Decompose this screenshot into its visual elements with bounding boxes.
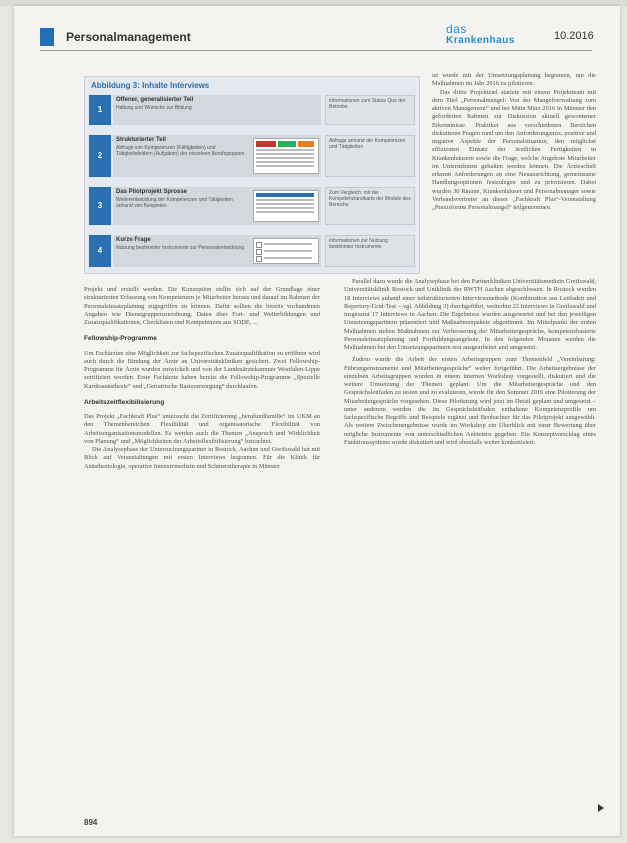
row-title: Das Pilotprojekt Sprosse xyxy=(116,189,188,195)
figure-caption: Abbildung 3: Inhalte Interviews xyxy=(91,81,210,90)
figure-row xyxy=(89,235,415,267)
paragraph: Zudem wurde die Arbeit der ersten Arbeitsgruppen zum Themenfeld „Vereinbarung: Führungsinstrumente und Mitarbeitergespräche“ weiter fortgeführt. Die Arbeitsergebnisse der einzelnen Arbeitsgruppen wurden in einem internen Workshop vorgestellt, diskutiert und die weitere Umsetzung der Themen geplant. Um die Mitarbeitergespräche und den Gesprächsleitfaden zu testen und zu evaluieren, wurde für den Sommer 2016 eine Pilotierung der Mitarbeitergespräche vorgesehen. Diese Pilotierung wird jetzt im Detail geplant und umgesetzt – unter anderem werden die im Gesprächsleitfaden enthaltene Kompetenzprofile um fachspezifische Begriffe und Beispiele ergänzt und Beobachter für das Pilotprojekt ausgewählt. Als weitere Zwischenergebnisse wurde im Workshop ein Überblick mit einer Bewertung über mögliche Instrumente von unterschiedlichen Anbietern gegeben. Ein Konzeptvorschlag eines Funktionssystems wurde diskutiert und wird ebenfalls weiter konkretisiert. xyxy=(344,356,596,446)
row-text: Abfrage von Kompetenzen (Fähigkeiten) und Tätigkeitsfeldern (Aufgaben) der einzelnen Berufsgruppen xyxy=(116,145,245,157)
issue-date: 10.2016 xyxy=(554,30,594,42)
right-column-top xyxy=(432,72,596,212)
row-text: Weiterentwicklung der Kompetenzen und Tätigkeiten anhand von Beispielen xyxy=(116,197,233,209)
table-thumbnail xyxy=(253,138,319,174)
row-number: 2 xyxy=(89,135,111,177)
logo-line1: das xyxy=(446,22,467,36)
row-content xyxy=(113,135,321,177)
paragraph: Die Analysephase der Untersuchungspartner in Rostock, Aachen und Greifswald hat mit Blick auf Veranstaltungen mit ersten Interviews begonnen. Für die Klinik für Anästhesiologie, operative Intensivmedizin und Schmerztherapie in Münster xyxy=(84,446,320,470)
section-title: Personalmanagement xyxy=(66,30,191,44)
figure-row xyxy=(89,135,415,177)
row-text: Haltung und Wünsche zur Bildung xyxy=(116,105,192,111)
row-number: 3 xyxy=(89,187,111,225)
row-content xyxy=(113,95,321,125)
page-number: 894 xyxy=(84,818,98,827)
continue-arrow-icon xyxy=(598,804,604,812)
row-content xyxy=(113,187,321,225)
row-note: Zum Vergleich: mit der Kompetenzlandkarte der Module des Bereichs xyxy=(325,187,415,225)
checklist-thumbnail xyxy=(253,238,319,264)
row-note: Informationen zur Nutzung bestimmter Instrumente xyxy=(325,235,415,267)
paragraph: Um Fachärzten eine Möglichkeit zur fachspezifischen Zusatzqualifikation zu eröffnen wird auch durch die Bindung der Ärzte an Universitätskliniken gesichert. Zwei Fellowship-Programme für Ärzte wurden entwickelt und von der Landesärztekammer Westfalen-Lippe zertifiziert worden. Erste Fachärzte haben bereits die Fellowship-Programme „Spezielle Kardioanästhesie“ und „Geriatrische Basisversorgung“ durchlaufen. xyxy=(84,349,320,390)
row-number: 4 xyxy=(89,235,111,267)
section-heading: Arbeitszeitflexibilisierung xyxy=(84,398,165,406)
row-note: Abfrage anhand der Kompetenzen und Tätigkeiten xyxy=(325,135,415,177)
form-thumbnail xyxy=(253,190,319,222)
logo-line2: Krankenhaus xyxy=(446,35,515,46)
section-color-block xyxy=(40,28,54,46)
magazine-logo xyxy=(446,24,515,46)
row-text: Nutzung bestimmter Instrumente zur Personalentwicklung xyxy=(116,245,245,251)
paragraph: Projekt und erstellt werden. Die Konzeption stellte sich auf der Grundlage einer strukturierten Erfassung von Kompetenzen je Mitarbeiter heraus und darauf im Rahmen der Personaleinsatzplanung zugegriffen zu können. Dafür sollten die bereits vorhandenen Angaben wie Dienstgruppenzuordnung, Daten über Fort- und Weiterbildungen und Zusatzqualifikationen, Checklisten und Kompetenzen aus SODE, ... xyxy=(84,286,320,326)
figure-row xyxy=(89,95,415,125)
page-header xyxy=(30,22,620,50)
paragraph: ist wurde mit der Umsetzungsplanung begonnen, um die Maßnahmen im Jahr 2016 zu pilotieren. xyxy=(432,72,596,88)
row-number: 1 xyxy=(89,95,111,125)
row-content xyxy=(113,235,321,267)
section-heading: Fellowship-Programme xyxy=(84,335,157,343)
figure-interview-contents xyxy=(84,76,420,274)
row-title: Kurze Frage xyxy=(116,237,151,243)
paragraph: Das dritte Projektziel startete mit einem Projektteam mit dem Titel „Personalmangel: Von der Mangelverwaltung zum aktiven Management“ und bei Mitte März 2016 in Münster den geforderten Rahmen zur Diskussion aktuell gewonnener Erkenntnisse. Praktiker aus verschiedenen Bereichen diskutieren Fragen rund um den Anforderungsmix, positive und negative Aspekte der Personalsituation, den möglichst effizienten Einsatz der ärztlichen Fertigkeiten in Krankenhäusern sowie die Frage, welche Angebote Mitarbeiter im Unternehmen gehalten werden können. Die Ärzteschaft erkennt Anforderungen an eine Neuausrichtung, gemeinsame Handlungsoptionen festzulegen und zu priorisieren. Dabei wurden 30 Räume, Krankenhäuser und Personalmanager sowie Verbandsvertreter an dieser „Fachkraft Plus“-Veranstaltung „Praxisforum Personalmangel“ teilgenommen. xyxy=(432,88,596,211)
paragraph: Parallel dazu wurde die Analysephase bei den Partnerkliniken Universitätsmedizin Greifswald, Universitätsklinik Rostock und Uniklinik der RWTH Aachen abgeschlossen. In Rostock wurden 18 Interviews anhand einer teilstrukturierten Interviewmethode (Kombination aus Leitfaden und Repertory-Grid-Test – vgl. Abbildung 3) durchgeführt, weiterhin 22 Interviews in Greifswald und insgesamt 17 Interviews in Aachen. Die Ergebnisse wurden ausgewertet und bei den jeweiligen Umsetzungspartnern präsentiert und Maßnahmenpakete abgestimmt. Im Mittelpunkt der ersten Maßnahmen stehen Maßnahmen zur Verbesserung der Mitarbeitergespräche, kompetenzbasierte Personaleinsatzplanung und Fortbildungsangebote. In den folgenden Monaten werden die Maßnahmen bei den Umsetzungspartnern erst ausgearbeitet und umgesetzt. xyxy=(344,278,596,351)
header-divider xyxy=(40,50,592,51)
figure-row xyxy=(89,187,415,225)
row-title: Strukturierter Teil xyxy=(116,137,166,143)
left-column xyxy=(84,286,320,471)
row-note: Informationen zum Status Quo der Betriebe xyxy=(325,95,415,125)
right-column-bottom xyxy=(344,278,596,447)
paragraph: Das Projekt „Fachkraft Plus“ untersucht die Zertifizierung „berufundfamilie“ im UKM an den Themenbereichen Flexibilität und organisatorische Flexibilität von Arbeitsorganisationsmodellen. Es werden auch die Themen „Anspruch und Wirklichkeit von Planung“ und „Möglichkeiten der Arbeitsflexibilisierung“ betrachtet. xyxy=(84,413,320,445)
row-title: Offener, generalisierter Teil xyxy=(116,97,194,103)
